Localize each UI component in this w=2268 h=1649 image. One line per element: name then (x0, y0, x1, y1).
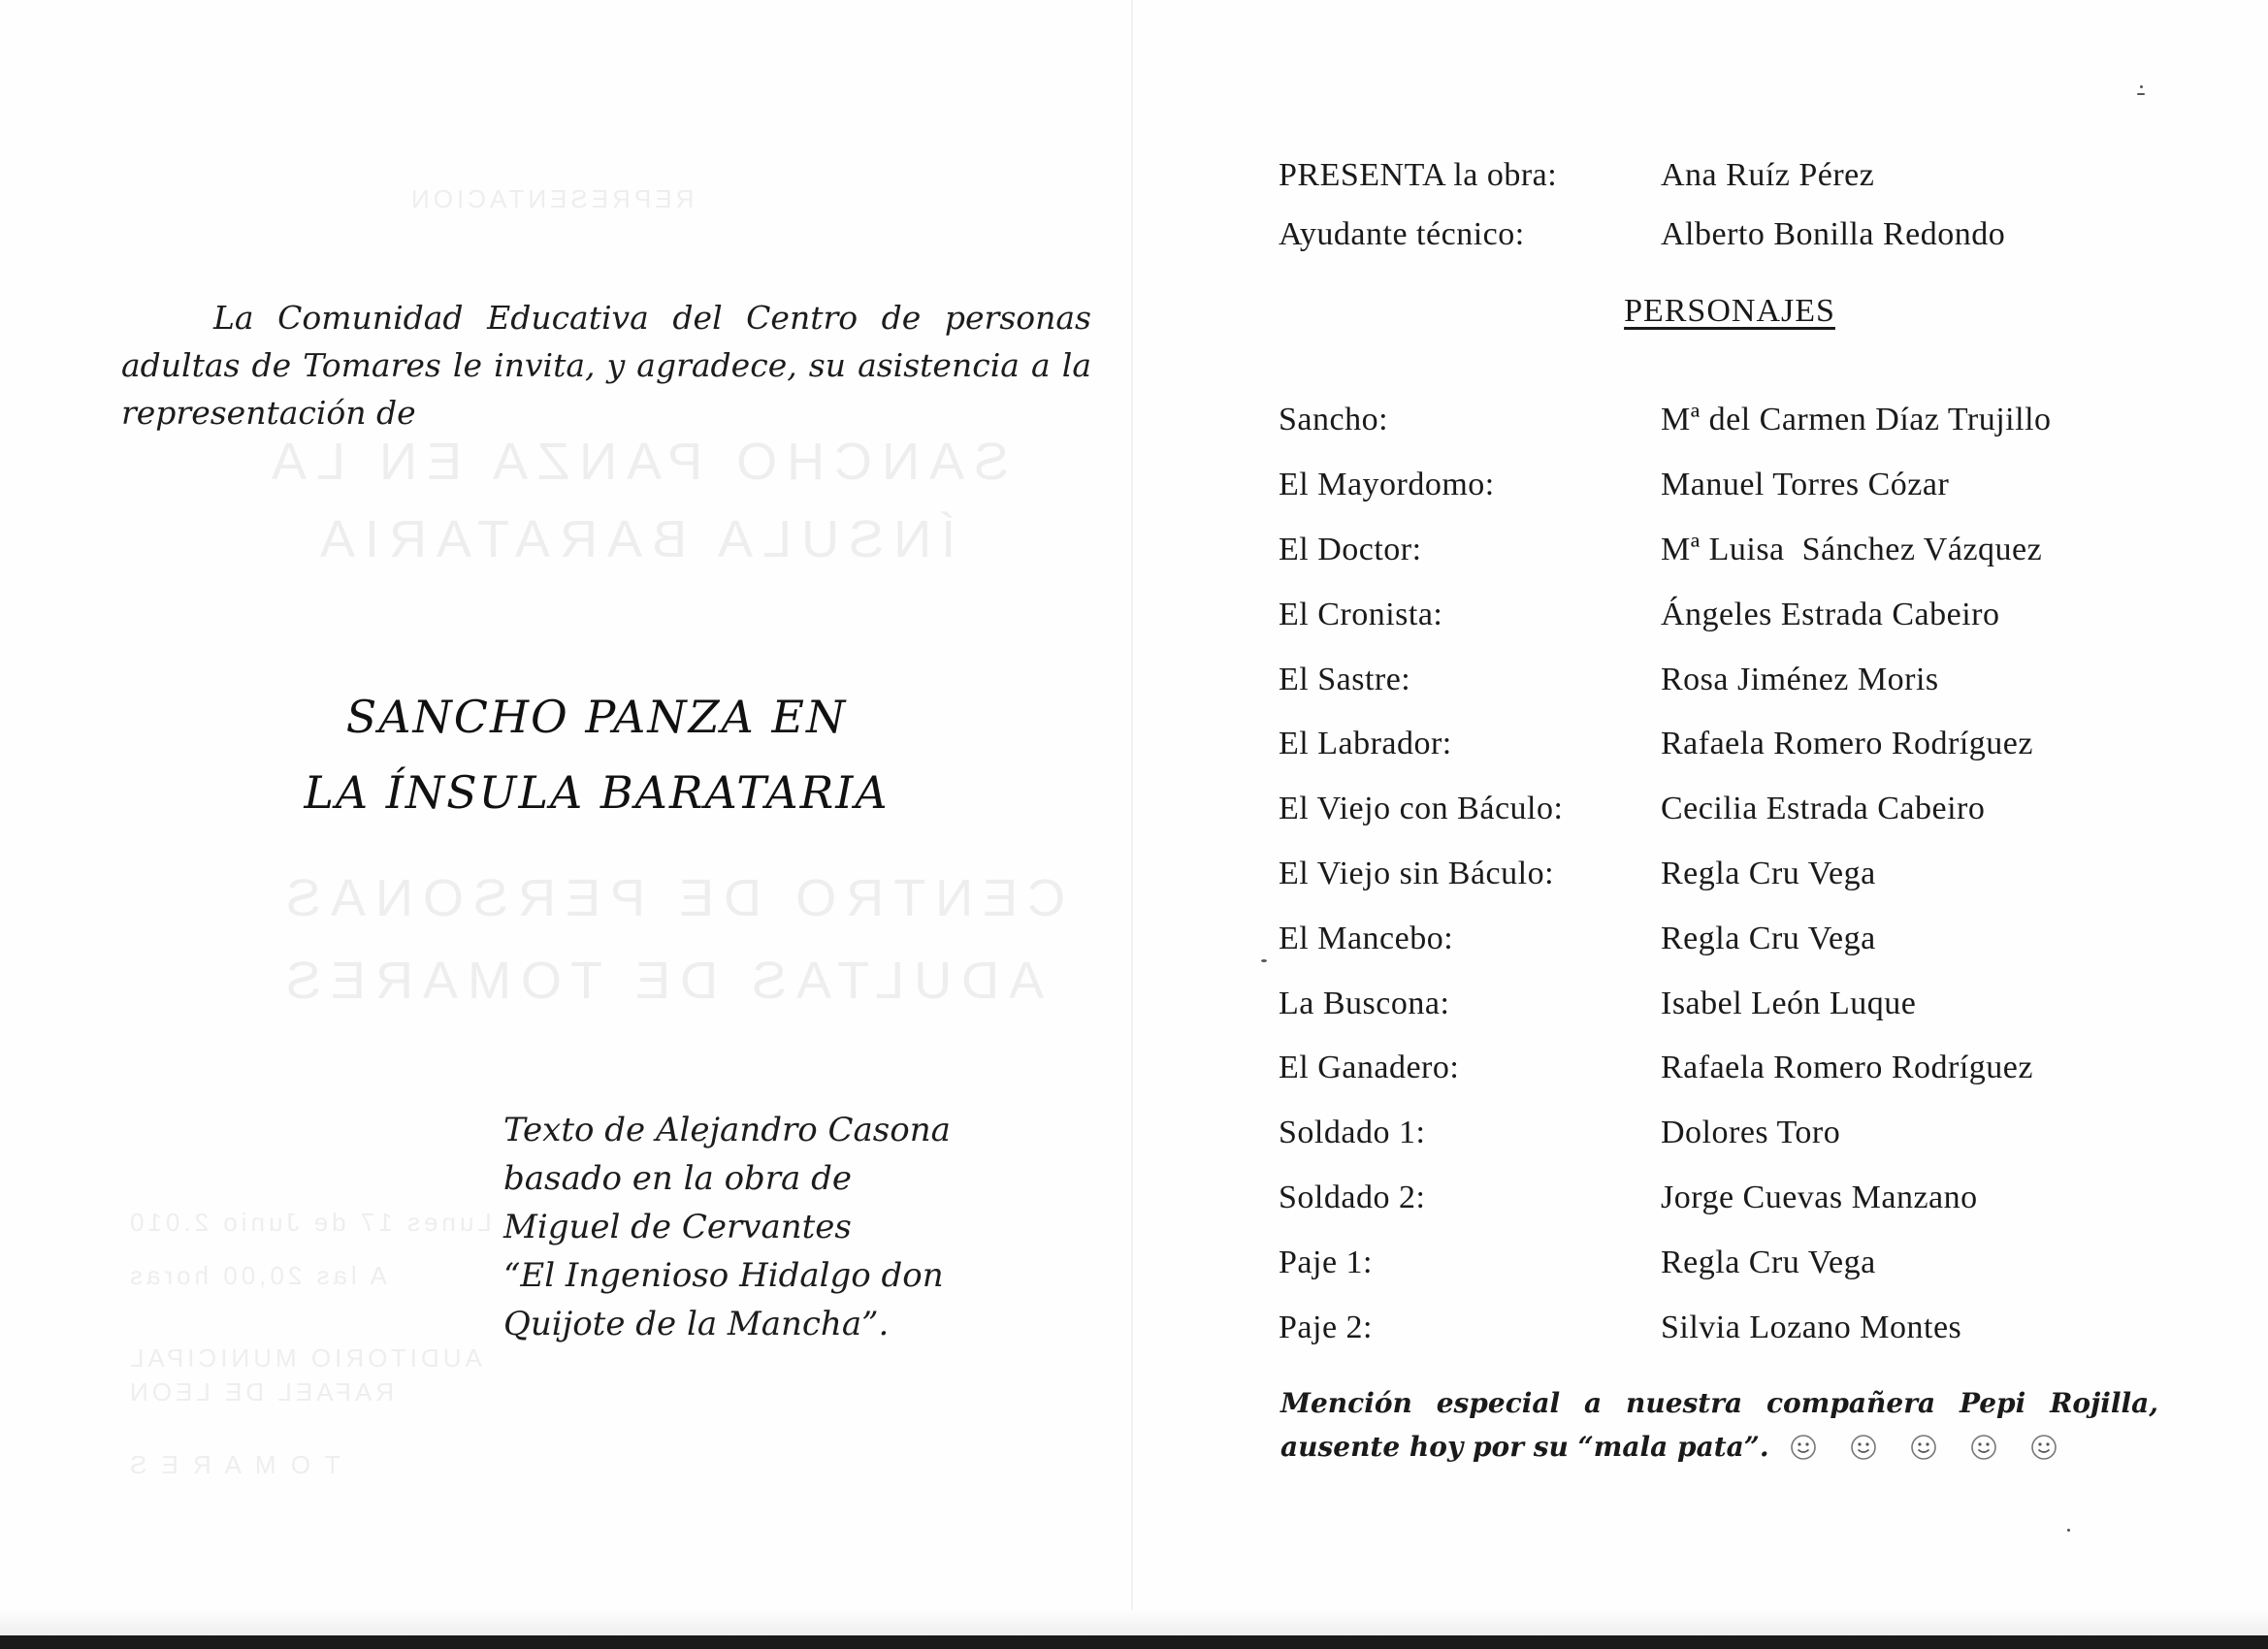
cast-role: El Mayordomo: (1279, 467, 1495, 503)
page-fold (1131, 0, 1133, 1630)
special-mention (1280, 1381, 2158, 1469)
cast-row (1279, 518, 2052, 583)
cast-row (1279, 1166, 2052, 1231)
show-through-text: CENTRO DE PERSONAS (276, 869, 1066, 927)
cast-row (1279, 388, 2052, 453)
smiley-row (1789, 1433, 2090, 1462)
paper-speck (1261, 959, 1267, 962)
cast-person: Silvia Lozano Montes (1661, 1309, 1962, 1345)
staff-role: Ayudante técnico: (1279, 215, 1525, 252)
paper-speck (2140, 85, 2143, 88)
cast-role: Sancho: (1279, 402, 1389, 438)
cast-person: Isabel León Luque (1661, 985, 1917, 1021)
smiley-icon (1909, 1433, 1938, 1462)
credits-line: basado en la obra de (503, 1159, 853, 1198)
invitation-text: La Comunidad Educativa del Centro de personas adultas de Tomares le invita, y agradece, su asistencia a la representación de (121, 299, 1091, 432)
cast-role: El Ganadero: (1279, 1050, 1460, 1086)
mention-line-1: Mención especial a nuestra compañera Pepi Rojilla, (1280, 1387, 2158, 1419)
cast-person: Rafaela Romero Rodríguez (1661, 1050, 2033, 1086)
play-title (175, 679, 1019, 830)
mention-line-2-wrap (1280, 1425, 2158, 1469)
paper-speck (2067, 1529, 2070, 1532)
cast-role: Soldado 1: (1279, 1115, 1426, 1151)
cast-row (1279, 582, 2052, 647)
cast-row (1279, 1230, 2052, 1295)
cast-row (1279, 712, 2052, 777)
staff-role: PRESENTA la obra: (1279, 156, 1558, 193)
paper-speck (2137, 93, 2145, 95)
smiley-icon (1969, 1433, 1998, 1462)
show-through-text: T O M A R E S (126, 1450, 340, 1479)
credits-line: Texto de Alejandro Casona (503, 1111, 951, 1149)
show-through-text: A las 20,00 horas (126, 1261, 387, 1290)
cast-role: Paje 2: (1279, 1309, 1373, 1345)
play-title-line-2: LA ÍNSULA BARATARIA (304, 766, 890, 819)
cast-role: Paje 1: (1279, 1244, 1373, 1280)
cast-role: La Buscona: (1279, 985, 1450, 1021)
author-credits (503, 1106, 1085, 1348)
cast-row (1279, 1036, 2052, 1101)
cast-row (1279, 777, 2052, 842)
show-through-text: ADULTAS DE TOMARES (276, 952, 1045, 1010)
credits-line: Quijote de la Mancha”. (503, 1305, 890, 1343)
staff-row (1279, 205, 2005, 264)
smiley-icon (1789, 1433, 1818, 1462)
cast-role: El Labrador: (1279, 726, 1452, 762)
section-header (1279, 293, 2181, 330)
cast-person: Ángeles Estrada Cabeiro (1661, 596, 2000, 632)
section-header-label: PERSONAJES (1624, 293, 1835, 329)
cast-row (1279, 1101, 2052, 1166)
cast-role: El Doctor: (1279, 531, 1422, 567)
cast-role: El Viejo sin Báculo: (1279, 855, 1555, 891)
staff-list (1279, 146, 2005, 264)
cast-person: Dolores Toro (1661, 1115, 1841, 1151)
show-through-text: AUDITORIO MUNICIPAL (126, 1343, 482, 1373)
cast-role: El Viejo con Báculo: (1279, 791, 1564, 827)
show-through-text: Lunes 17 de Junio 2.010 (126, 1208, 492, 1237)
show-through-text: REPRESENTACION (407, 184, 695, 213)
credits-line: “El Ingenioso Hidalgo don (503, 1256, 944, 1295)
play-title-line-1: SANCHO PANZA EN (345, 691, 848, 743)
cast-role: Soldado 2: (1279, 1179, 1426, 1215)
mention-line-2: ausente hoy por su “mala pata”. (1280, 1431, 1769, 1463)
cast-role: El Cronista: (1279, 596, 1443, 632)
cast-row (1279, 647, 2052, 712)
smiley-icon (1849, 1433, 1878, 1462)
cast-row (1279, 1295, 2052, 1360)
staff-person: Ana Ruíz Pérez (1661, 156, 1875, 193)
cast-role: El Mancebo: (1279, 920, 1454, 956)
cast-person: Mª del Carmen Díaz Trujillo (1661, 402, 2052, 438)
cast-person: Rafaela Romero Rodríguez (1661, 726, 2033, 762)
scanner-edge (0, 1635, 2268, 1649)
cast-person: Manuel Torres Cózar (1661, 467, 1950, 503)
smiley-icon (2029, 1433, 2058, 1462)
cast-person: Jorge Cuevas Manzano (1661, 1179, 1978, 1215)
credits-line: Miguel de Cervantes (503, 1208, 852, 1246)
cast-person: Rosa Jiménez Moris (1661, 661, 1939, 697)
staff-row (1279, 146, 2005, 205)
cast-row (1279, 842, 2052, 907)
bottom-shadow (0, 1610, 2268, 1635)
cast-role: El Sastre: (1279, 661, 1411, 697)
cast-row (1279, 971, 2052, 1036)
cast-person: Regla Cru Vega (1661, 855, 1876, 891)
cast-list (1279, 388, 2052, 1360)
show-through-text: RAFAEL DE LEON (126, 1377, 395, 1406)
cast-person: Cecilia Estrada Cabeiro (1661, 791, 1986, 827)
show-through-text: ÍNSULA BARATARIA (310, 510, 956, 568)
cast-person: Regla Cru Vega (1661, 1244, 1876, 1280)
staff-person: Alberto Bonilla Redondo (1661, 215, 2006, 252)
cast-person: Regla Cru Vega (1661, 920, 1876, 956)
cast-row (1279, 453, 2052, 518)
cast-person: Mª Luisa Sánchez Vázquez (1661, 531, 2043, 567)
show-through-text: SANCHO PANZA EN LA (262, 433, 1010, 491)
cast-row (1279, 906, 2052, 971)
